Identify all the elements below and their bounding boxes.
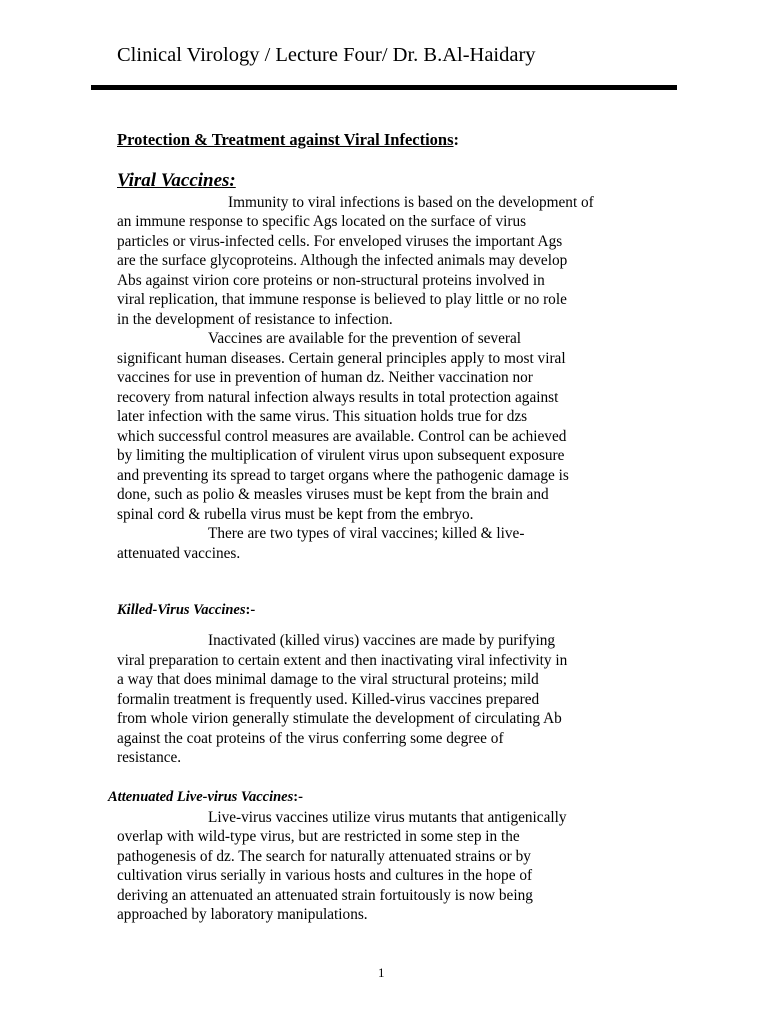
text-line: Live-virus vaccines utilize virus mutants that antigenically	[208, 809, 567, 826]
text-line: overlap with wild-type virus, but are restricted in some step in the	[117, 828, 520, 845]
text-line: Immunity to viral infections is based on the development of	[228, 194, 594, 211]
text-line: particles or virus-infected cells. For enveloped viruses the important Ags	[117, 233, 563, 250]
text-line: are the surface glycoproteins. Although the infected animals may develop	[117, 252, 568, 269]
text-line: attenuated vaccines.	[117, 545, 241, 562]
header-divider	[91, 85, 677, 90]
text-line: viral preparation to certain extent and then inactivating viral infectivity in	[117, 652, 568, 669]
text-line: Abs against virion core proteins or non-structural proteins involved in	[117, 272, 545, 289]
text-line: vaccines for use in prevention of human dz. Neither vaccination nor	[117, 369, 533, 386]
text-line: which successful control measures are available. Control can be achieved	[117, 428, 567, 445]
viral-vaccines-heading: Viral Vaccines:	[117, 170, 236, 191]
text-line: cultivation virus serially in various hosts and cultures in the hope of	[117, 867, 533, 884]
killed-virus-heading	[117, 602, 255, 619]
text-line: viral replication, that immune response is believed to play little or no role	[117, 291, 567, 308]
text-line: Inactivated (killed virus) vaccines are made by purifying	[208, 632, 556, 649]
text-line: by limiting the multiplication of virulent virus upon subsequent exposure	[117, 447, 565, 464]
text-line: and preventing its spread to target organs where the pathogenic damage is	[117, 467, 569, 484]
text-line: recovery from natural infection always results in total protection against	[117, 389, 559, 406]
text-line: an immune response to specific Ags located on the surface of virus	[117, 213, 527, 230]
text-line: formalin treatment is frequently used. Killed-virus vaccines prepared	[117, 691, 540, 708]
attenuated-virus-heading-text: Attenuated Live-virus Vaccines	[108, 789, 294, 805]
text-line: deriving an attenuated an attenuated strain fortuitously is now being	[117, 887, 533, 904]
killed-virus-heading-text: Killed-Virus Vaccines	[117, 602, 246, 618]
text-line: There are two types of viral vaccines; killed & live-	[208, 525, 525, 542]
text-line: in the development of resistance to infection.	[117, 311, 393, 328]
text-line: a way that does minimal damage to the viral structural proteins; mild	[117, 671, 539, 688]
attenuated-virus-heading	[108, 789, 303, 806]
text-line: approached by laboratory manipulations.	[117, 906, 368, 923]
text-line: later infection with the same virus. This situation holds true for dzs	[117, 408, 528, 425]
text-line: Vaccines are available for the prevention of several	[208, 330, 522, 347]
text-line: against the coat proteins of the virus conferring some degree of	[117, 730, 504, 747]
killed-virus-heading-suffix: :-	[245, 602, 256, 618]
text-line: significant human diseases. Certain general principles apply to most viral	[117, 350, 566, 367]
text-line: resistance.	[117, 749, 182, 766]
text-line: pathogenesis of dz. The search for naturally attenuated strains or by	[117, 848, 531, 865]
section-heading	[117, 130, 459, 150]
attenuated-virus-heading-suffix: :-	[293, 789, 303, 805]
text-line: from whole virion generally stimulate the development of circulating Ab	[117, 710, 562, 727]
page-number: 1	[378, 965, 385, 980]
section-heading-text: Protection & Treatment against Viral Infections	[117, 130, 454, 149]
page-header-title: Clinical Virology / Lecture Four/ Dr. B.Al-Haidary	[117, 44, 536, 66]
text-line: done, such as polio & measles viruses must be kept from the brain and	[117, 486, 549, 503]
text-line: spinal cord & rubella virus must be kept from the embryo.	[117, 506, 474, 523]
section-heading-colon: :	[453, 130, 460, 149]
